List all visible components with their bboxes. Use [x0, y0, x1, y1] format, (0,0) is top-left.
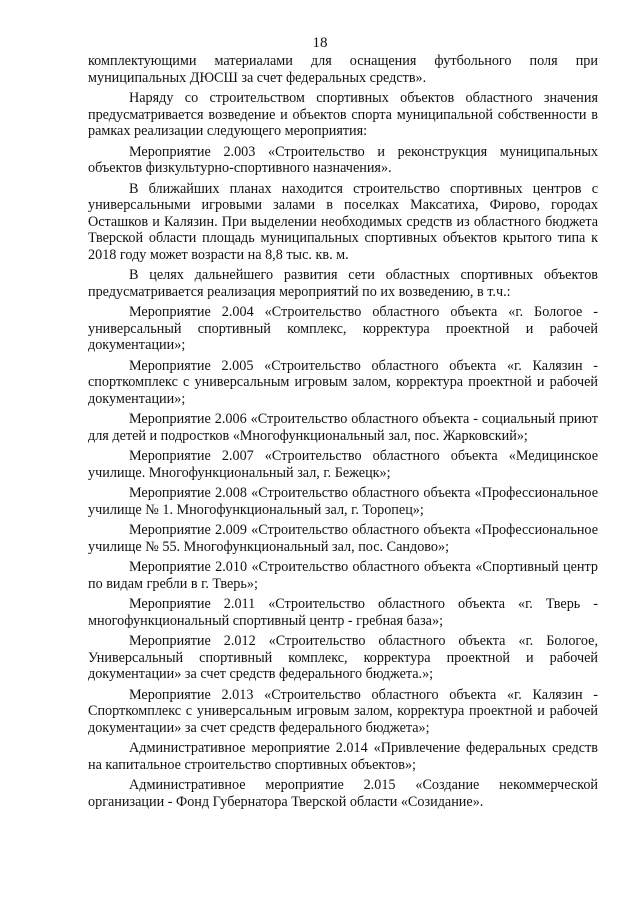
paragraph: В ближайших планах находится строительство спортивных центров с универсальными игровыми залами в поселках Максатиха, Фирово, городах Осташков и Калязин. При выделении необходимых средств из областного бюджета Тверской области площадь муниципальных спортивных объектов крытого типа к 2018 году может возрасти на 8,8 тыс. кв. м. — [88, 180, 598, 263]
paragraph: Мероприятие 2.008 «Строительство областного объекта «Профессиональное училище № 1. Многофункциональный зал, г. Торопец»; — [88, 485, 598, 518]
paragraph: Мероприятие 2.010 «Строительство областного объекта «Спортивный центр по видам гребли в г. Тверь»; — [88, 559, 598, 592]
document-body — [88, 53, 598, 810]
paragraph: Мероприятие 2.009 «Строительство областного объекта «Профессиональное училище № 55. Многофункциональный зал, пос. Сандово»; — [88, 522, 598, 555]
paragraph: В целях дальнейшего развития сети областных спортивных объектов предусматривается реализация мероприятий по их возведению, в т.ч.: — [88, 267, 598, 300]
paragraph: Мероприятие 2.012 «Строительство областного объекта «г. Бологое, Универсальный спортивный комплекс, корректура проектной и рабочей документации» за счет средств федерального бюджета.»; — [88, 633, 598, 682]
paragraph: Административное мероприятие 2.015 «Создание некоммерческой организации - Фонд Губернатора Тверской области «Созидание». — [88, 777, 598, 810]
paragraph: Мероприятие 2.011 «Строительство областного объекта «г. Тверь - многофункциональный спортивный центр - гребная база»; — [88, 596, 598, 629]
paragraph: Мероприятие 2.004 «Строительство областного объекта «г. Бологое - универсальный спортивный комплекс, корректура проектной и рабочей документации»; — [88, 304, 598, 353]
paragraph: Административное мероприятие 2.014 «Привлечение федеральных средств на капитальное строительство спортивных объектов»; — [88, 740, 598, 773]
paragraph: комплектующими материалами для оснащения футбольного поля при муниципальных ДЮСШ за счет федеральных средств». — [88, 53, 598, 86]
paragraph: Мероприятие 2.007 «Строительство областного объекта «Медицинское училище. Многофункциональный зал, г. Бежецк»; — [88, 448, 598, 481]
paragraph: Мероприятие 2.006 «Строительство областного объекта - социальный приют для детей и подростков «Многофункциональный зал, пос. Жарковский»; — [88, 411, 598, 444]
paragraph: Мероприятие 2.013 «Строительство областного объекта «г. Калязин - Спорткомплекс с универсальным игровым залом, корректура проектной и рабочей документации» за счет средств федерального бюджета»; — [88, 686, 598, 736]
paragraph: Мероприятие 2.003 «Строительство и реконструкция муниципальных объектов физкультурно-спортивного назначения». — [88, 143, 598, 176]
page-number: 18 — [312, 35, 328, 51]
paragraph: Мероприятие 2.005 «Строительство областного объекта «г. Калязин - спорткомплекс с универсальным игровым залом, корректура проектной и рабочей документации»; — [88, 357, 598, 407]
paragraph: Наряду со строительством спортивных объектов областного значения предусматривается возведение и объектов спорта муниципальной собственности в рамках реализации следующего мероприятия: — [88, 90, 598, 139]
